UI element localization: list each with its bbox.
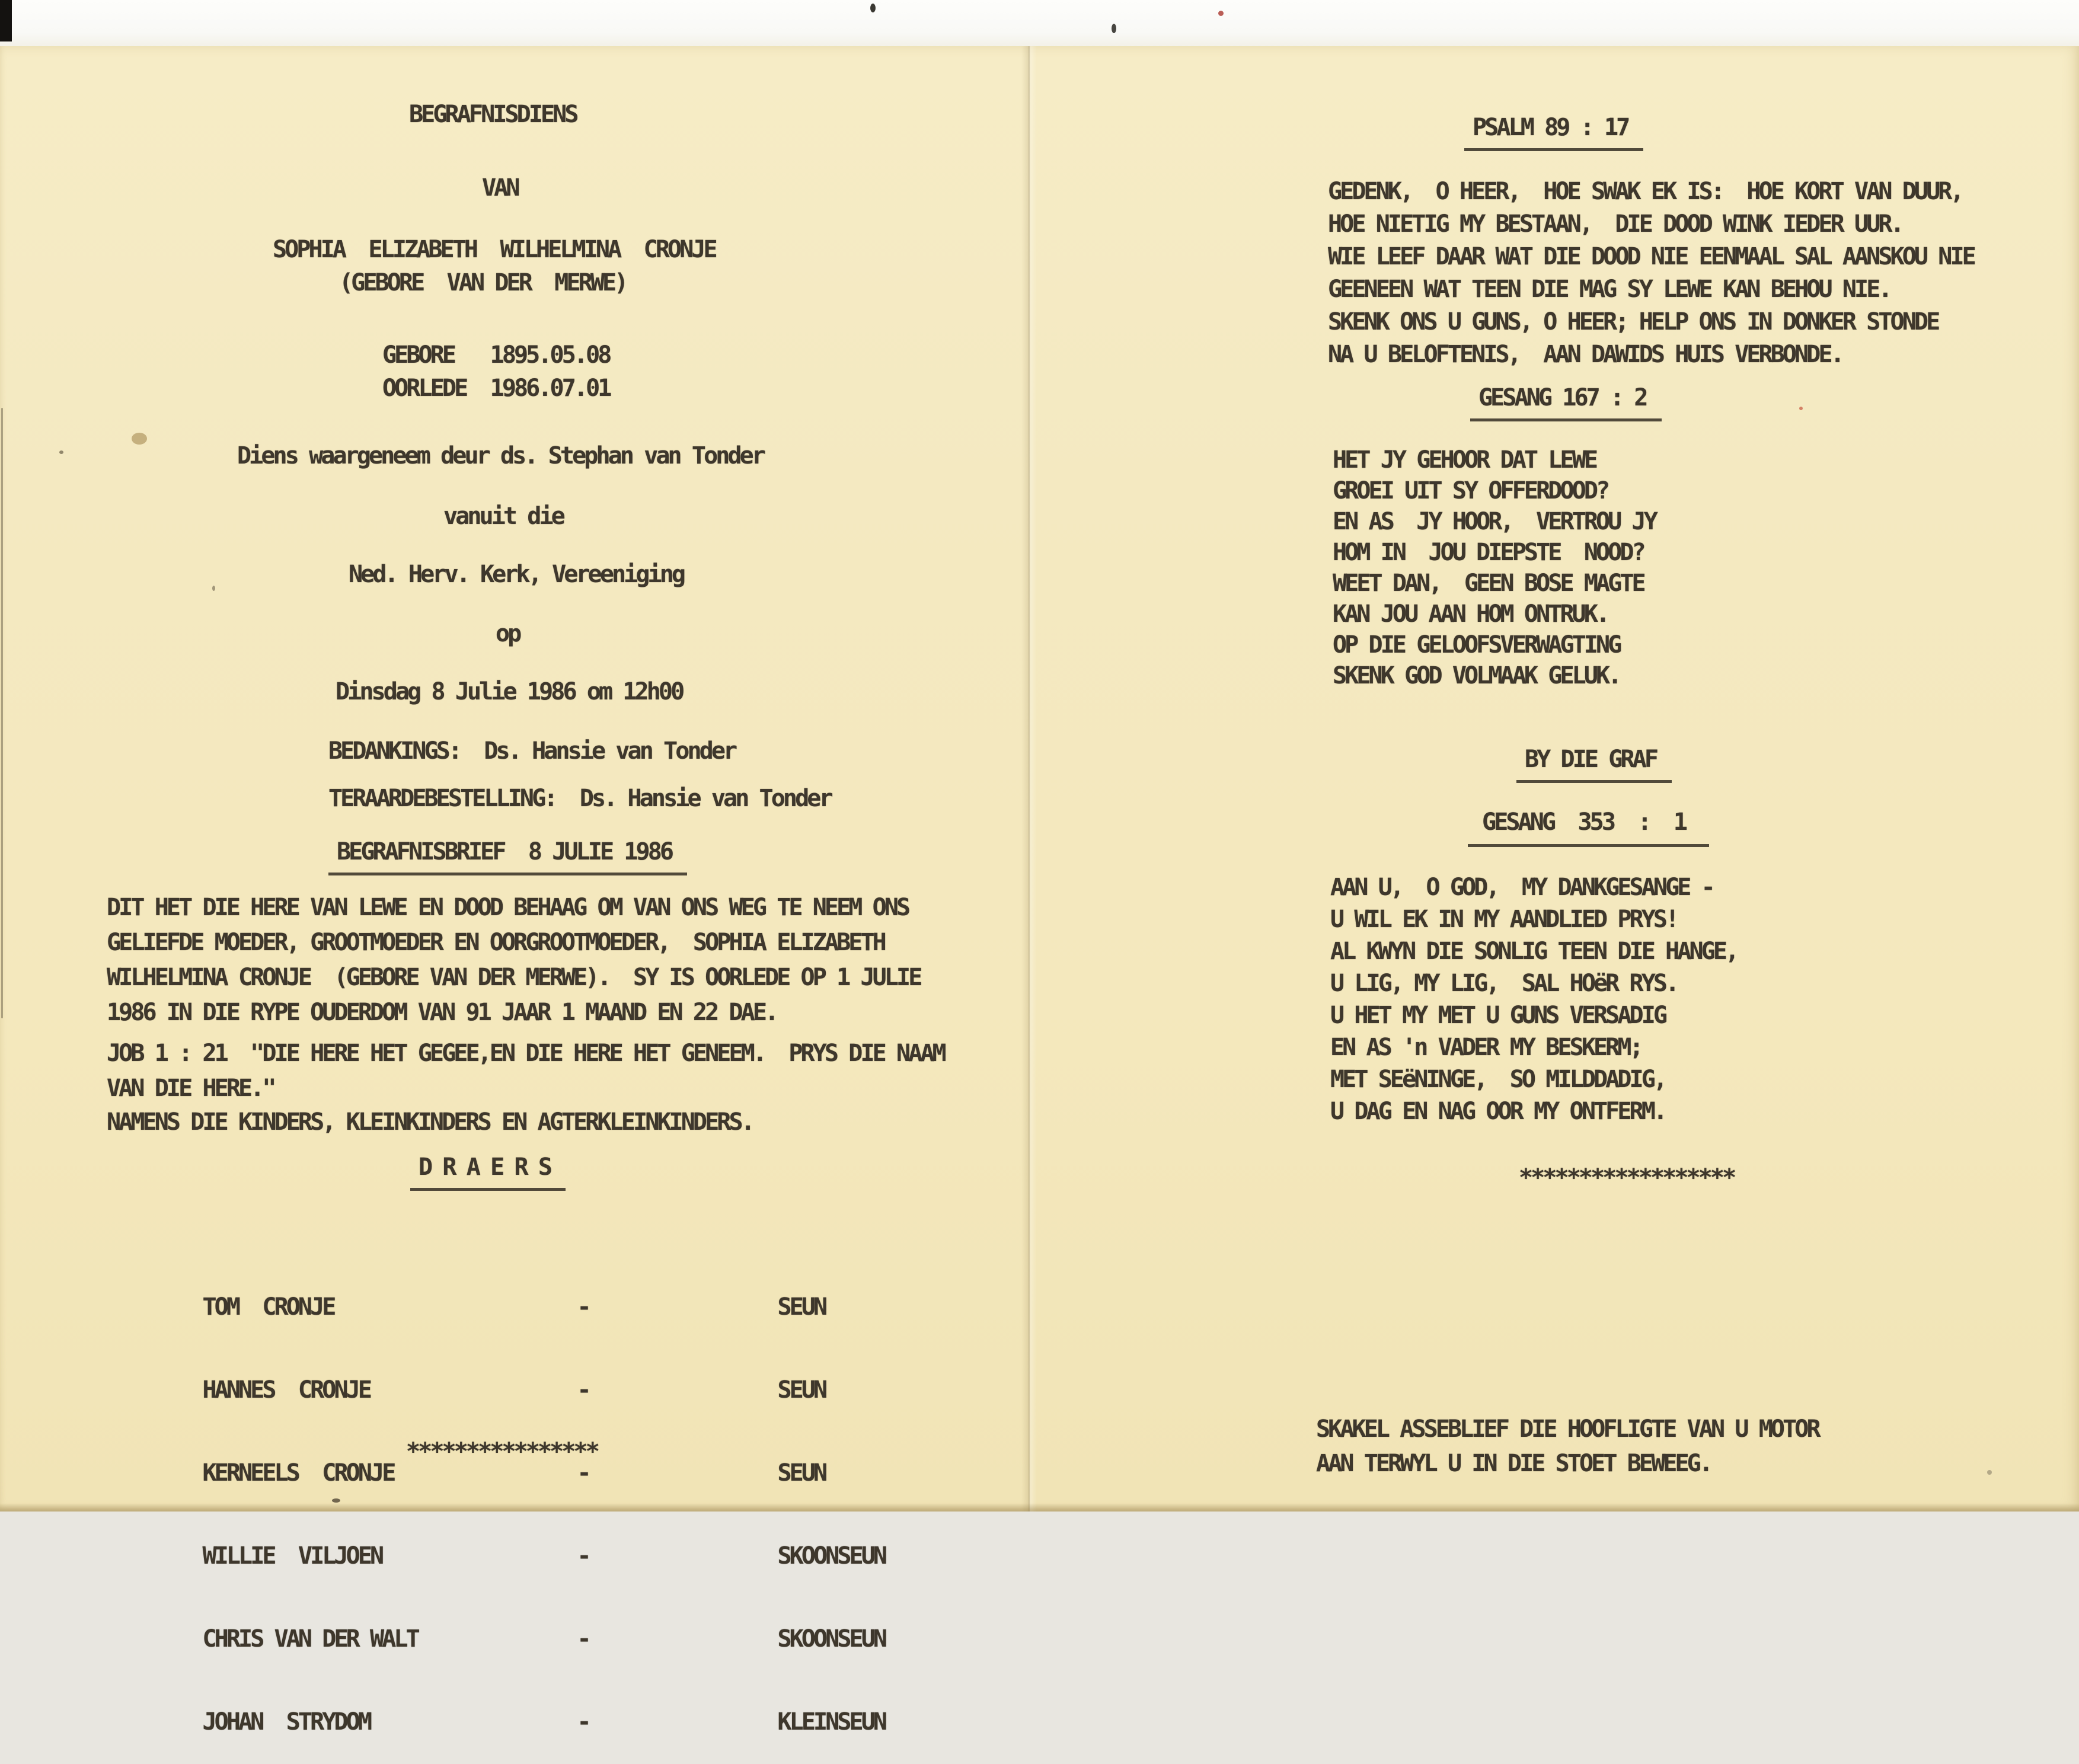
table-row [107, 1515, 886, 1570]
text-line: EN AS JY HOOR, VERTROU JY [1333, 508, 1656, 535]
left-edge-artifact [1, 408, 3, 1018]
text-line: VAN DIE HERE." [107, 1075, 274, 1102]
text-line: GEENEEN WAT TEEN DIE MAG SY LEWE KAN BEHOU NIE. [1328, 276, 1890, 303]
text-line: GELIEFDE MOEDER, GROOTMOEDER EN OORGROOTMOEDER, SOPHIA ELIZABETH [107, 929, 884, 956]
text-line: HOE NIETIG MY BESTAAN, DIE DOOD WINK IEDER UUR. [1328, 210, 1902, 238]
service-datetime: Dinsdag 8 Julie 1986 om 12h00 [336, 678, 683, 705]
gesang-167-heading: GESANG 167 : 2 [1470, 384, 1662, 421]
text-line: SKAKEL ASSEBLIEF DIE HOOFLIGTE VAN U MOTOR [1316, 1415, 1819, 1443]
psalm-verse [1328, 175, 1974, 371]
scan-smudge [132, 433, 147, 445]
church-line: Ned. Herv. Kerk, Vereeniging [349, 561, 684, 588]
dash-separator: - [577, 1625, 589, 1653]
text-line: U DAG EN NAG OOR MY ONTFERM. [1330, 1098, 1666, 1125]
bearer-relation: SKOONSEUN [777, 1625, 886, 1653]
center-fold-crease [1021, 46, 1037, 1511]
scan-speck [870, 4, 876, 12]
gesang-353-heading: GESANG 353 : 1 [1468, 808, 1709, 847]
table-row [107, 1598, 886, 1653]
deceased-name: SOPHIA ELIZABETH WILHELMINA CRONJE [273, 236, 716, 263]
text-line: SKENK ONS U GUNS, O HEER; HELP ONS IN DONKER STONDE [1328, 308, 1939, 335]
table-row [107, 1266, 885, 1321]
draers-table [107, 1212, 885, 1764]
dash-separator: - [577, 1459, 589, 1487]
job-quote [107, 1036, 944, 1106]
van-label: VAN [482, 174, 518, 202]
vanuit-line: vanuit die [443, 503, 563, 530]
scan-speck-red [1799, 407, 1803, 410]
by-die-graf-heading: BY DIE GRAF [1516, 746, 1672, 783]
program-title: BEGRAFNISDIENS [409, 101, 577, 128]
text-line: GEDENK, O HEER, HOE SWAK EK IS: HOE KORT VAN DUUR, [1328, 178, 1962, 205]
text-line: SKENK GOD VOLMAAK GELUK. [1333, 662, 1620, 689]
text-line: OP DIE GELOOFSVERWAGTING [1333, 631, 1620, 659]
brief-heading: BEGRAFNISBRIEF 8 JULIE 1986 [328, 838, 687, 875]
text-line: WIE LEEF DAAR WAT DIE DOOD NIE EENMAAL SAL AANSKOU NIE [1328, 243, 1974, 270]
asterisk-separator: ****************** [1519, 1164, 1735, 1191]
program-paper [0, 46, 2079, 1736]
text-line: 1986 IN DIE RYPE OUDERDOM VAN 91 JAAR 1 MAAND EN 22 DAE. [107, 999, 777, 1026]
headlights-notice [1316, 1412, 1819, 1481]
died-date-line: OORLEDE 1986.07.01 [382, 375, 610, 402]
namens-line: NAMENS DIE KINDERS, KLEINKINDERS EN AGTERKLEINKINDERS. [107, 1108, 753, 1136]
psalm-heading: PSALM 89 : 17 [1464, 114, 1643, 151]
op-line: op [496, 620, 520, 647]
text-line: WILHELMINA CRONJE (GEBORE VAN DER MERWE). SY IS OORLEDE OP 1 JULIE [107, 964, 921, 991]
bearer-relation: SEUN [777, 1293, 826, 1321]
bearer-name: HANNES CRONJE [202, 1376, 371, 1404]
text-line: WEET DAN, GEEN BOSE MAGTE [1333, 570, 1644, 597]
bearer-relation: SEUN [777, 1459, 826, 1487]
bearer-name: KERNEELS CRONJE [202, 1459, 394, 1487]
scan-speck [59, 450, 63, 454]
bedankings-line: BEDANKINGS: Ds. Hansie van Tonder [328, 737, 736, 765]
bearer-relation: SEUN [777, 1376, 826, 1404]
text-line: U HET MY MET U GUNS VERSADIG [1330, 1002, 1666, 1029]
scan-speck [1987, 1470, 1992, 1475]
text-line: AL KWYN DIE SONLIG TEEN DIE HANGE, [1330, 938, 1738, 965]
table-row [107, 1349, 885, 1404]
text-line: DIT HET DIE HERE VAN LEWE EN DOOD BEHAAG OM VAN ONS WEG TE NEEM ONS [107, 894, 909, 921]
brief-paragraph [107, 890, 920, 1030]
scanner-background-strip [0, 0, 2079, 46]
draers-heading: D R A E R S [410, 1153, 566, 1191]
gesang-353-verse [1330, 871, 1737, 1127]
scan-edge-artifact [0, 0, 12, 41]
text-line: GROEI UIT SY OFFERDOOD? [1333, 477, 1608, 504]
scan-speck [1112, 24, 1116, 33]
text-line: EN AS 'n VADER MY BESKERM; [1330, 1034, 1642, 1061]
text-line: NA U BELOFTENIS, AAN DAWIDS HUIS VERBONDE. [1328, 341, 1842, 368]
text-line: AAN U, O GOD, MY DANKGESANGE - [1330, 874, 1713, 901]
bearer-name: WILLIE VILJOEN [202, 1542, 382, 1570]
dash-separator: - [577, 1708, 589, 1736]
text-line: MET SEëNINGE, SO MILDDADIG, [1330, 1066, 1666, 1093]
bearer-relation: KLEINSEUN [777, 1708, 886, 1736]
text-line: JOB 1 : 21 "DIE HERE HET GEGEE,EN DIE HERE HET GENEEM. PRYS DIE NAAM [107, 1040, 944, 1067]
text-line: U WIL EK IN MY AANDLIED PRYS! [1330, 906, 1678, 933]
dash-separator: - [577, 1376, 589, 1404]
asterisk-separator: **************** [406, 1438, 598, 1465]
gesang-167-verse [1333, 445, 1656, 691]
table-row [107, 1681, 886, 1736]
text-line: HET JY GEHOOR DAT LEWE [1333, 446, 1596, 474]
minister-line: Diens waargeneem deur ds. Stephan van Tonder [237, 442, 764, 469]
bearer-name: TOM CRONJE [202, 1293, 334, 1321]
text-line: U LIG, MY LIG, SAL HOëR RYS. [1330, 970, 1678, 997]
text-line: HOM IN JOU DIEPSTE NOOD? [1333, 539, 1644, 566]
born-date-line: GEBORE 1895.05.08 [382, 341, 610, 369]
scan-speck [332, 1498, 340, 1503]
teraardebestelling-line: TERAARDEBESTELLING: Ds. Hansie van Tonder [328, 785, 831, 812]
text-line: AAN TERWYL U IN DIE STOET BEWEEG. [1316, 1450, 1711, 1477]
bearer-name: JOHAN STRYDOM [202, 1708, 371, 1736]
bearer-name: CHRIS VAN DER WALT [202, 1625, 418, 1653]
scan-speck-red [1218, 11, 1224, 16]
bearer-relation: SKOONSEUN [777, 1542, 886, 1570]
text-line: KAN JOU AAN HOM ONTRUK. [1333, 600, 1608, 628]
dash-separator: - [577, 1542, 589, 1570]
scan-speck [212, 586, 215, 591]
maiden-name: (GEBORE VAN DER MERWE) [339, 269, 627, 296]
dash-separator: - [577, 1293, 589, 1321]
